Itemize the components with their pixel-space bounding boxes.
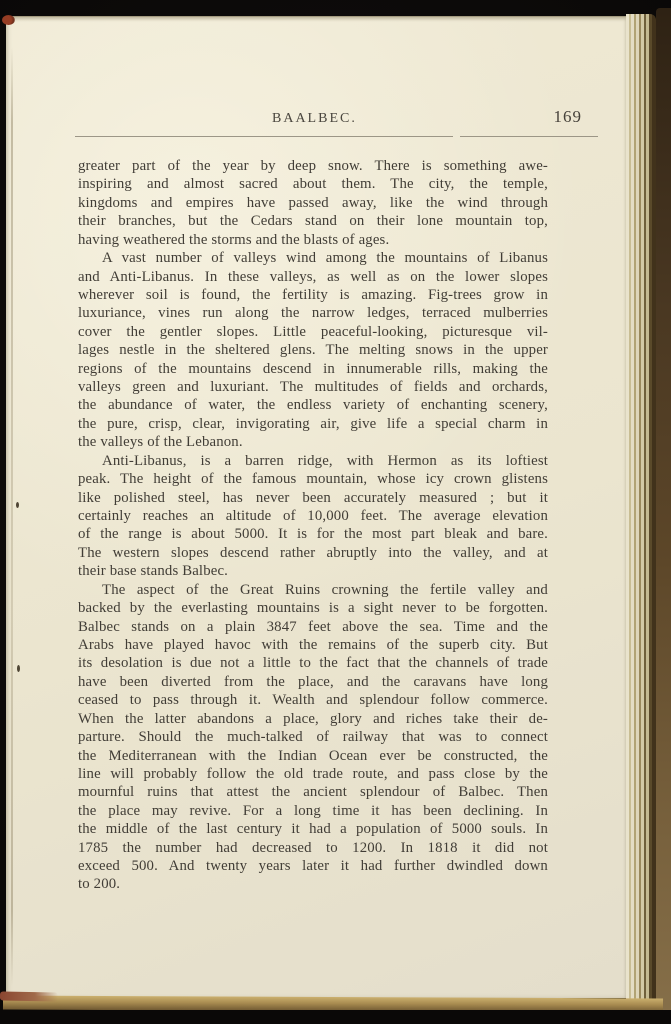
text-line: cover the gentler slopes. Little peaceful-looking, picturesque vil- [78,323,548,340]
text-line: backed by the everlasting mountains is a sight never to be forgotten. [78,600,548,617]
text-line: ceased to pass through it. Wealth and splendour follow commerce. [78,692,548,709]
text-line: luxuriance, vines run along the narrow ledges, terraced mulberries [78,305,548,322]
body-text [78,157,548,894]
text-line: its desolation is due not a little to the fact that the channels of trade [78,655,548,672]
page-header [75,107,598,129]
text-line: like polished steel, has never been accurately measured ; but it [78,489,548,506]
text-line: exceed 500. And twenty years later it had further dwindled down [78,858,548,875]
text-line: kingdoms and empires have passed away, like the wind through [78,194,548,211]
text-line: regions of the mountains descend in innumerable rills, making the [78,360,548,377]
text-line: 1785 the number had decreased to 1200. In 1818 it did not [78,839,548,856]
text-line: of the range is about 5000. It is for the most part bleak and bare. [78,526,548,543]
text-line: the valleys of the Lebanon. [78,434,243,451]
paragraph [78,157,548,249]
header-rule [75,136,598,137]
paragraph [78,452,548,581]
bottom-left-edge-mark [0,991,58,1001]
paragraph [78,249,548,452]
text-line: inspiring and almost sacred about them. The city, the temple, [78,176,548,193]
paper-speck [16,502,19,508]
text-line: and Anti-Libanus. In these valleys, as well as on the lower slopes [78,268,548,285]
text-line: wherever soil is found, the fertility is amazing. Fig-trees grow in [78,286,548,303]
text-line: have been diverted from the place, and the caravans have long [78,673,548,690]
paragraph [78,581,548,894]
text-line: Arabs have played havoc with the remains of the superb city. But [78,636,548,653]
text-line: line will probably follow the old trade route, and pass close by the [78,765,548,782]
top-left-edge-mark [2,15,15,25]
text-line: parture. Should the much-talked of railway that was to connect [78,729,548,746]
text-line: The aspect of the Great Ruins crowning the fertile valley and [102,581,548,598]
page-number: 169 [553,107,582,126]
text-line: peak. The height of the famous mountain, whose icy crown glistens [78,471,548,488]
page-edge-stack [626,14,656,1000]
text-line: the pure, crisp, clear, invigorating air, give life a special charm in [78,415,548,432]
running-title: BAALBEC. [272,111,357,126]
text-line: their branches, but the Cedars stand on their lone mountain top, [78,213,548,230]
text-line: the middle of the last century it had a population of 5000 souls. In [78,821,548,838]
paper-speck [17,665,20,672]
text-line: Anti-Libanus, is a barren ridge, with Hermon as its loftiest [102,452,548,469]
text-line: The western slopes descend rather abruptly into the valley, and at [78,544,548,561]
text-line: the Mediterranean with the Indian Ocean ever be constructed, the [78,747,548,764]
background-bottom [0,1010,671,1024]
text-line: lages nestle in the sheltered glens. The melting snows in the upper [78,342,548,359]
text-line: having weathered the storms and the blasts of ages. [78,231,390,248]
text-line: the place may revive. For a long time it has been declining. In [78,802,548,819]
text-line: When the latter abandons a place, glory and riches take their de- [78,710,548,727]
text-line: the abundance of water, the endless variety of enchanting scenery, [78,397,548,414]
text-line: certainly reaches an altitude of 10,000 feet. The average elevation [78,508,548,525]
text-line: mournful ruins that attest the ancient splendour of Balbec. Then [78,784,548,801]
text-line: to 200. [78,876,121,893]
text-line: Balbec stands on a plain 3847 feet above the sea. Time and the [78,618,548,635]
text-line: valleys green and luxuriant. The multitudes of fields and orchards, [78,379,548,396]
book-cover-edge [656,8,671,1018]
text-line: their base stands Balbec. [78,563,229,580]
text-line: greater part of the year by deep snow. There is something awe- [78,158,548,174]
book-page [6,16,626,998]
text-line: A vast number of valleys wind among the mountains of Libanus [102,250,548,267]
